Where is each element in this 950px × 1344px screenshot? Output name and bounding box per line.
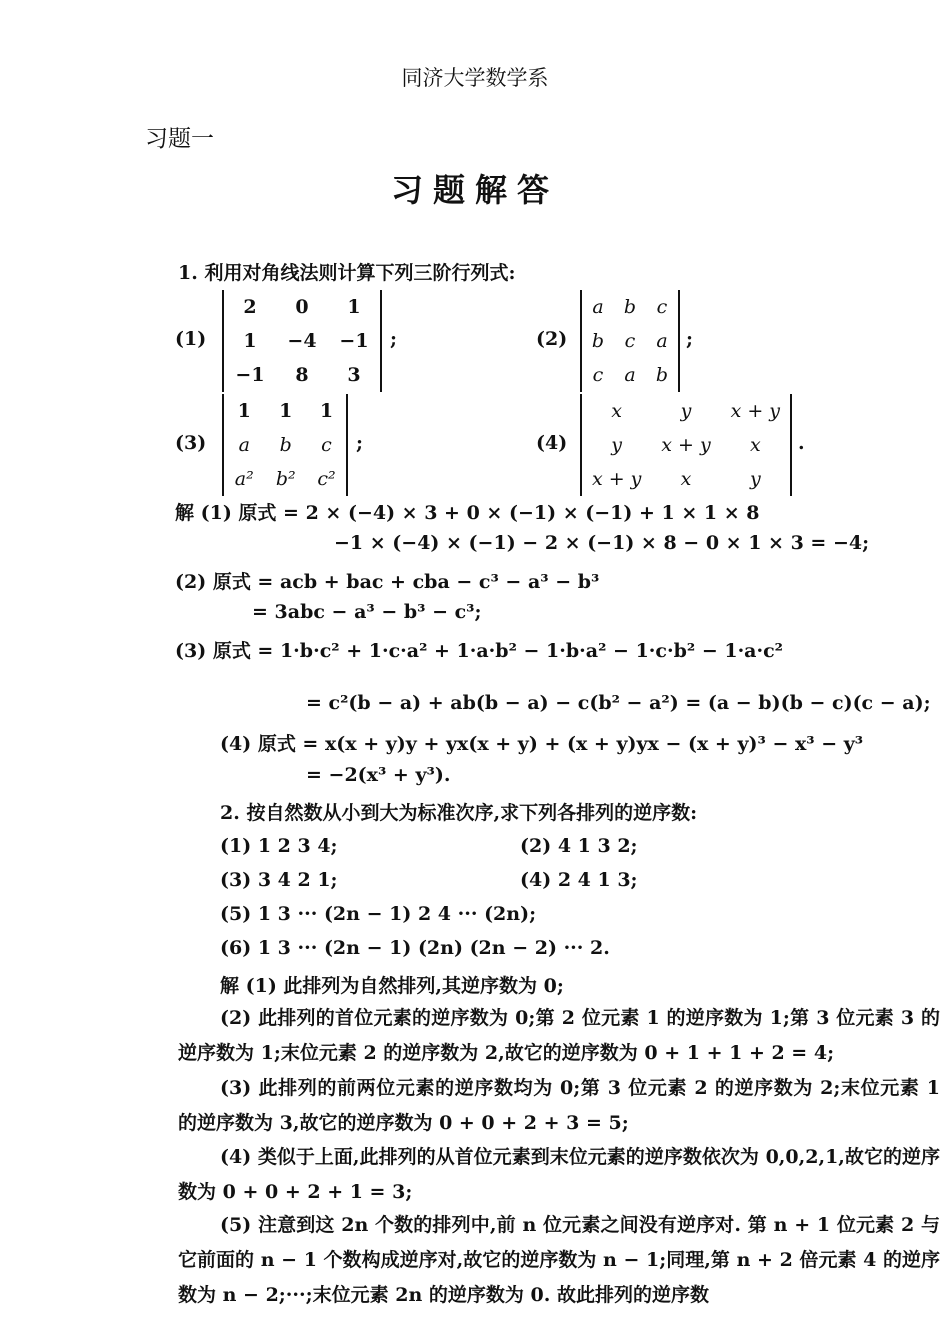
question-2: 2. 按自然数从小到大为标准次序,求下列各排列的逆序数:: [220, 802, 698, 824]
det-cell: x + y: [591, 468, 642, 490]
det-3-label: (3): [175, 432, 207, 454]
det-cell: a: [656, 330, 668, 352]
solution-line: (4) 原式 = x(x + y)y + yx(x + y) + (x + y)yx − (x + y)³ − x³ − y³: [220, 733, 864, 755]
det-cell: b: [279, 434, 292, 456]
det-cell: y: [611, 434, 623, 456]
solution-line: = 3abc − a³ − b³ − c³;: [252, 601, 482, 623]
permutation-item: (4) 2 4 1 3;: [520, 869, 638, 891]
permutation-item: (3) 3 4 2 1;: [220, 869, 338, 891]
question-1: 1. 利用对角线法则计算下列三阶行列式:: [178, 262, 516, 284]
det-2-sep: ;: [686, 328, 694, 350]
det-cell: 1: [279, 400, 293, 422]
det-cell: 8: [295, 364, 309, 386]
det-4-label: (4): [536, 432, 568, 454]
det-cell: c: [592, 364, 604, 386]
det-cell: b: [655, 364, 669, 386]
det-cell: 1: [237, 400, 251, 422]
det-cell: −4: [287, 330, 317, 352]
chapter-title: 习题一: [145, 126, 214, 152]
det-4-sep: .: [798, 432, 805, 454]
determinant-4: [580, 394, 792, 496]
permutation-item: (6) 1 3 ··· (2n − 1) (2n) (2n − 2) ··· 2.: [220, 937, 610, 959]
page-header: 同济大学数学系: [401, 66, 549, 90]
det-cell: c: [321, 434, 332, 456]
det-cell: −1: [235, 364, 265, 386]
det-cell: c: [624, 330, 636, 352]
det-cell: x + y: [661, 434, 711, 456]
det-cell: 2: [243, 296, 257, 318]
det-cell: −1: [339, 330, 369, 352]
det-cell: x: [680, 468, 692, 490]
permutation-item: (2) 4 1 3 2;: [520, 835, 638, 857]
solution-paragraph: (4) 类似于上面,此排列的从首位元素到末位元素的逆序数依次为 0,0,2,1,故它的逆序数为 0 + 0 + 2 + 1 = 3;: [178, 1146, 940, 1203]
solution-line: = c²(b − a) + ab(b − a) − c(b² − a²) = (a − b)(b − c)(c − a);: [306, 692, 931, 714]
solution-line: (2) 原式 = acb + bac + cba − c³ − a³ − b³: [175, 571, 600, 593]
det-cell: b²: [275, 468, 296, 490]
det-cell: a: [238, 434, 250, 456]
section-title: 习题解答: [390, 171, 559, 209]
det-cell: 1: [243, 330, 257, 352]
solution-paragraph: (5) 注意到这 2n 个数的排列中,前 n 位元素之间没有逆序对. 第 n + 1 位元素 2 与它前面的 n − 1 个数构成逆序对,故它的逆序数为 n − 1;同理,第 n + 2 倍元素 4 的逆序数为 n − 2;···;末位元素 2n 的逆序数为 0. 故此排列的逆序数: [178, 1214, 940, 1306]
det-cell: b: [623, 296, 637, 318]
solution-line: 解 (1) 原式 = 2 × (−4) × 3 + 0 × (−1) × (−1) + 1 × 1 × 8: [175, 502, 760, 524]
det-cell: c: [656, 296, 668, 318]
det-cell: 1: [347, 296, 361, 318]
det-cell: c²: [317, 468, 336, 490]
det-2-label: (2): [536, 328, 568, 350]
solution-paragraph: (2) 此排列的首位元素的逆序数为 0;第 2 位元素 1 的逆序数为 1;第 3 位元素 3 的逆序数为 1;末位元素 2 的逆序数为 2,故它的逆序数为 0 + 1 + 1 + 2 = 4;: [178, 1007, 940, 1064]
solution-line: −1 × (−4) × (−1) − 2 × (−1) × 8 − 0 × 1 × 3 = −4;: [334, 532, 870, 554]
solution-line: = −2(x³ + y³).: [306, 764, 451, 786]
det-cell: y: [680, 400, 692, 422]
det-1-sep: ;: [390, 328, 398, 350]
det-cell: y: [749, 468, 761, 490]
det-1-label: (1): [175, 328, 207, 350]
solution-paragraph: (3) 此排列的前两位元素的逆序数均为 0;第 3 位元素 2 的逆序数为 2;末位元素 1 的逆序数为 3,故它的逆序数为 0 + 0 + 2 + 3 = 5;: [178, 1077, 940, 1134]
determinant-1: [222, 290, 382, 392]
determinant-3: [222, 394, 348, 496]
solution-paragraph: 解 (1) 此排列为自然排列,其逆序数为 0;: [220, 975, 564, 997]
det-cell: a: [624, 364, 636, 386]
det-cell: x + y: [730, 400, 781, 422]
solution-line: (3) 原式 = 1·b·c² + 1·c·a² + 1·a·b² − 1·b·a² − 1·c·b² − 1·a·c²: [175, 640, 784, 662]
permutation-item: (1) 1 2 3 4;: [220, 835, 338, 857]
det-cell: 1: [319, 400, 334, 422]
determinant-2: [580, 290, 680, 392]
det-cell: x: [749, 434, 761, 456]
det-3-sep: ;: [356, 432, 364, 454]
permutation-item: (5) 1 3 ··· (2n − 1) 2 4 ··· (2n);: [220, 903, 537, 925]
det-cell: x: [611, 400, 623, 422]
det-cell: 0: [295, 296, 309, 318]
det-cell: 3: [347, 364, 361, 386]
det-cell: b: [591, 330, 605, 352]
det-cell: a: [592, 296, 604, 318]
det-cell: a²: [234, 468, 254, 490]
